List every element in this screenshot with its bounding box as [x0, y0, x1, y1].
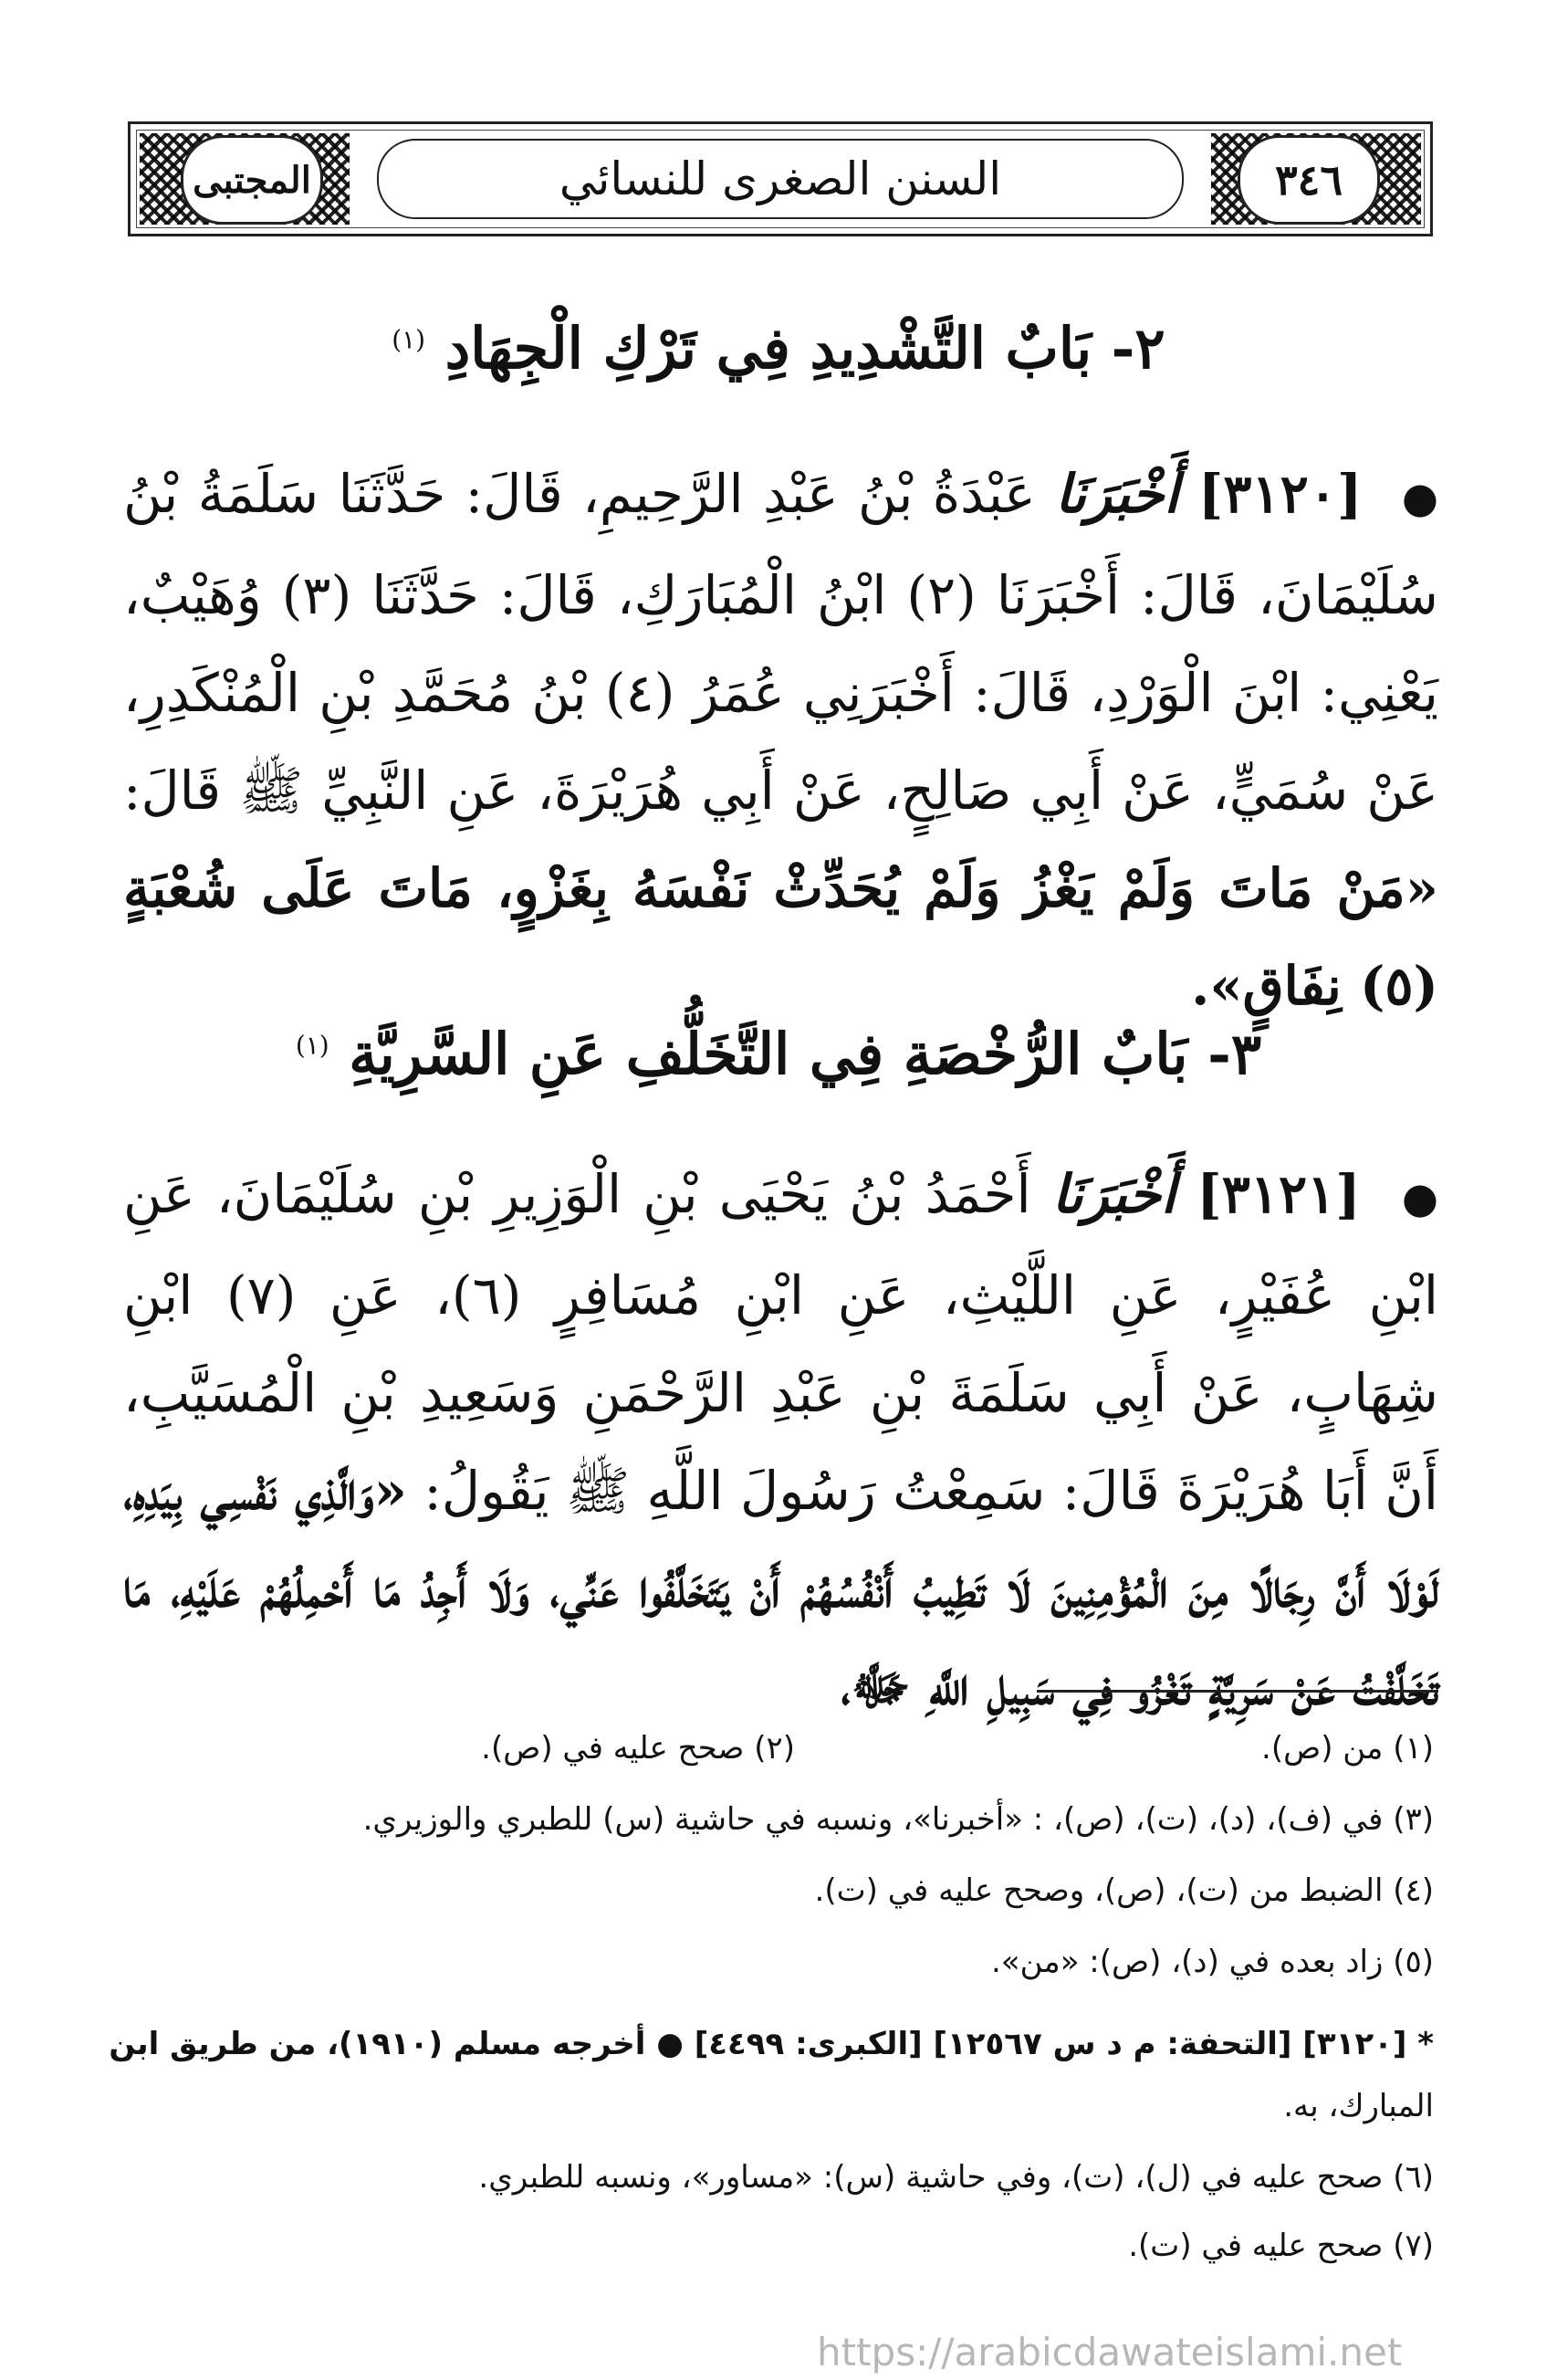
bullet-icon: ● [1401, 473, 1438, 523]
footnote-7: (٧) صحح عليه في (ت). [1128, 2228, 1434, 2264]
page-header [128, 121, 1433, 236]
footnote-divider [1037, 1690, 1438, 1693]
takhrij-note-continued: المبارك، به. [1283, 2088, 1434, 2124]
hadith-number: [٣١٢٠] [1197, 463, 1363, 525]
running-title: السنن الصغرى للنسائي [377, 139, 1184, 219]
footnote-ref: (١) [295, 1030, 329, 1061]
transmission-opening: أَخْبَرَنَا [1051, 1163, 1176, 1225]
footnote-row [123, 1730, 1434, 1776]
transmission-opening: أَخْبَرَنَا [1055, 463, 1179, 525]
isnad-text: عَبْدَةُ بْنُ عَبْدِ الرَّحِيمِ، قَالَ: حَدَّثَنَا سَلَمَةُ بْنُ سُلَيْمَانَ، قَالَ: أَخْبَرَنَا (٢) ابْنُ الْمُبَارَكِ، قَالَ: حَدَّثَنَا (٣) وُهَيْبٌ، يَعْنِي: ابْنَ الْوَرْدِ، قَالَ: أَخْبَرَنِي عُمَرُ (٤) بْنُ مُحَمَّدِ بْنِ الْمُنْكَدِرِ، عَنْ سُمَيٍّ، عَنْ أَبِي صَالِحٍ، عَنْ أَبِي هُرَيْرَةَ، عَنِ النَّبِيِّ ﷺ قَالَ: [123, 463, 1438, 823]
footnote-ref: (١) [392, 324, 426, 355]
footnote-6: (٦) صحح عليه في (ل)، (ت)، وفي حاشية (س): «مساور»، ونسبه للطبري. [478, 2159, 1434, 2196]
chapter-heading-3 [119, 1021, 1438, 1087]
chapter-heading-2 [119, 315, 1438, 382]
footnotes [109, 1730, 1434, 2314]
footnote-3: (٣) في (ف)، (د)، (ت)، (ص)، : «أخبرنا»، ونسبه في حاشية (س) للطبري والوزيري. [362, 1801, 1434, 1838]
footnote-5: (٥) زاد بعده في (د)، (ص): «من». [990, 1944, 1434, 1980]
chapter-title: ٣- بَابٌ الرُّخْصَةِ فِي التَّخَلُّفِ عَنِ السَّرِيَّةِ [349, 1021, 1262, 1087]
watermark-url: https://arabicdawateislami.net [817, 2330, 1403, 2375]
takhrij-note: * [٣١٢٠] [التحفة: م د س ١٢٥٦٧] [الكبرى: ٤٤٩٩] ● أخرجه مسلم (١٩١٠)، من طريق ابن [109, 2026, 1434, 2062]
bullet-icon: ● [1401, 1173, 1439, 1223]
hadith-number: [٣١٢١] [1196, 1163, 1361, 1225]
page-number: ٣٤٦ [1238, 135, 1380, 225]
series-name: المجتبى [181, 135, 323, 225]
isnad-text: أَحْمَدُ بْنُ يَحْيَى بْنِ الْوَزِيرِ بْنِ سُلَيْمَانَ، عَنِ ابْنِ عُفَيْرٍ، عَنِ اللَّيْثِ، عَنِ ابْنِ مُسَافِرٍ (٦)، عَنِ (٧) ابْنِ شِهَابٍ، عَنْ أَبِي سَلَمَةَ بْنِ عَبْدِ الرَّحْمَنِ وَسَعِيدِ بْنِ الْمُسَيَّبِ، أَنَّ أَبَا هُرَيْرَةَ قَالَ: سَمِعْتُ رَسُولَ اللَّهِ ﷺ يَقُولُ: [123, 1163, 1438, 1523]
hadith-3120 [123, 446, 1438, 1035]
footnote-4: (٤) الضبط من (ت)، (ص)، وصحح عليه في (ت). [814, 1872, 1434, 1909]
matn-text: «مَنْ مَاتَ وَلَمْ يَغْزُ وَلَمْ يُحَدِّثْ نَفْسَهُ بِغَزْوٍ، مَاتَ عَلَى شُعْبَةٍ (٥) نِفَاقٍ». [123, 857, 1438, 1018]
hadith-3121 [123, 1146, 1438, 1735]
footnote-1: (١) من (ص). [1261, 1730, 1434, 1767]
footnote-2: (٢) صحح عليه في (ص). [481, 1730, 795, 1767]
matn-text: «وَالَّذِي نَفْسِي بِيَدِهِ، لَوْلَا أَنَّ رِجَالًا مِنَ الْمُؤْمِنِينَ لَا تَطِيبُ أَنْفُسُهُمْ أَنْ يَتَخَلَّفُوا عَنِّي، وَلَا أَجِدُ مَا أَحْمِلُهُمْ عَلَيْهِ، مَا تَخَلَّفْتُ عَنْ سَرِيَّةٍ تَغْزُو فِي سَبِيلِ اللَّهِ ﷻ، [123, 1460, 1438, 1718]
chapter-title: ٢- بَابٌ التَّشْدِيدِ فِي تَرْكِ الْجِهَادِ [444, 315, 1165, 382]
